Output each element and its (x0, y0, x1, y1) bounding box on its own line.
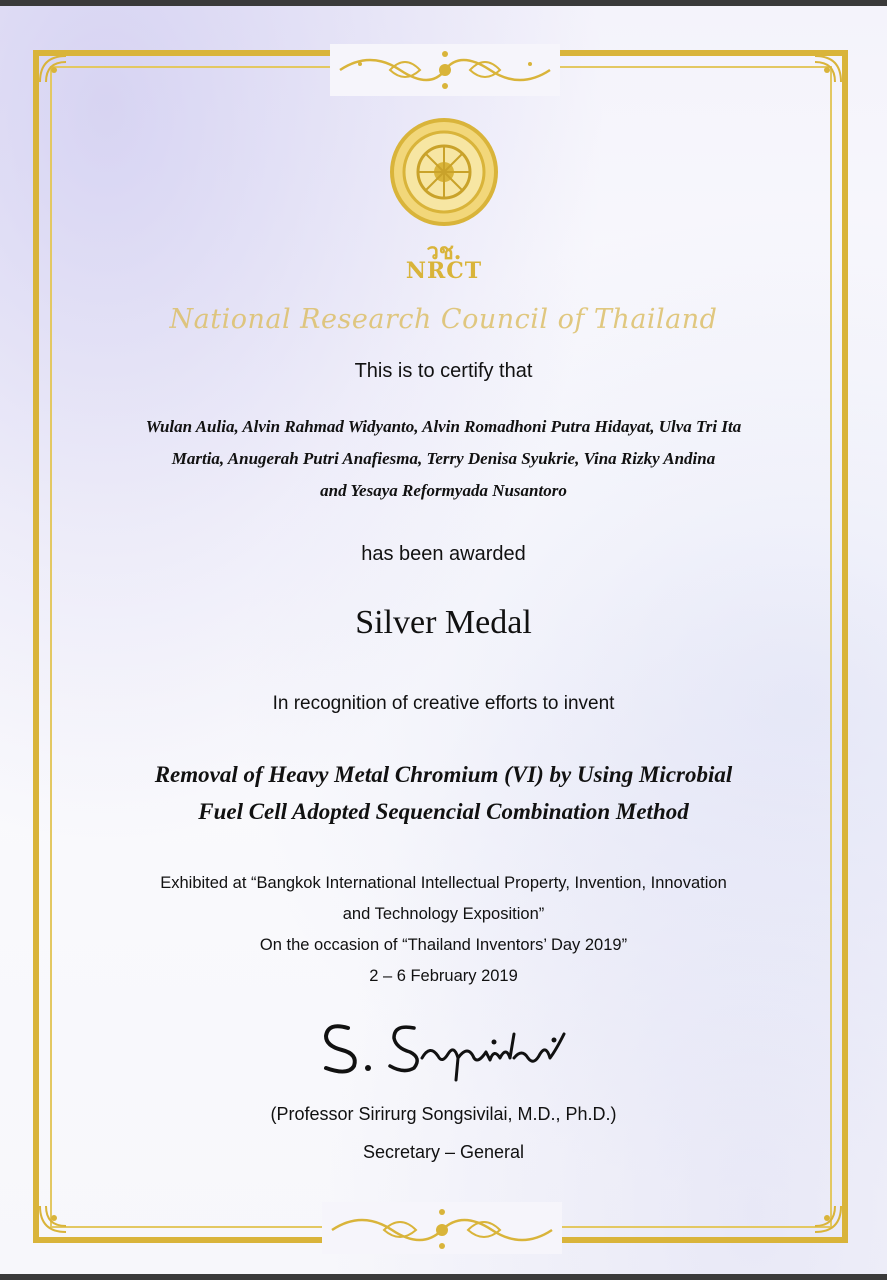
corner-flourish-icon (36, 52, 70, 86)
recipients (80, 411, 807, 507)
signature-icon (318, 1014, 578, 1084)
exhibit-line: Exhibited at “Bangkok International Intellectual Property, Invention, Innovation (160, 874, 727, 892)
recognition-text: In recognition of creative efforts to invent (272, 693, 615, 714)
certify-text: This is to certify that (354, 360, 533, 382)
exhibition-info (80, 868, 807, 992)
invention-title-line: Fuel Cell Adopted Sequencial Combination Method (198, 799, 689, 824)
recipients-line: and Yesaya Reformyada Nusantoro (320, 481, 567, 500)
nrct-abbreviation: NRCT (405, 258, 483, 284)
signatory-name: (Professor Sirirurg Songsivilai, M.D., Ph.D.) (270, 1104, 617, 1124)
exhibit-line: and Technology Exposition” (342, 905, 545, 923)
invention-title-line: Removal of Heavy Metal Chromium (VI) by Using Microbial (154, 762, 733, 787)
recipients-line: Martia, Anugerah Putri Anafiesma, Terry Denisa Syukrie, Vina Rizky Andina (171, 449, 716, 468)
invention-title (60, 756, 827, 830)
council-name: National Research Council of Thailand (169, 304, 718, 335)
occasion-line: On the occasion of “Thailand Inventors’ Day 2019” (259, 936, 628, 954)
corner-flourish-icon (811, 1202, 845, 1236)
corner-flourish-icon (811, 52, 845, 86)
recipients-line: Wulan Aulia, Alvin Rahmad Widyanto, Alvin Romadhoni Putra Hidayat, Ulva Tri Ita (145, 417, 742, 436)
signatory-title: Secretary – General (362, 1142, 525, 1162)
awarded-text: has been awarded (361, 543, 526, 565)
award-title: Silver Medal (355, 604, 532, 641)
certificate-paper (0, 6, 887, 1274)
top-scroll-ornament-icon (330, 44, 560, 96)
dates-line: 2 – 6 February 2019 (369, 967, 518, 985)
corner-flourish-icon (36, 1202, 70, 1236)
nrct-thai-mark: วช. (426, 239, 462, 265)
bottom-scroll-ornament-icon (322, 1198, 562, 1254)
